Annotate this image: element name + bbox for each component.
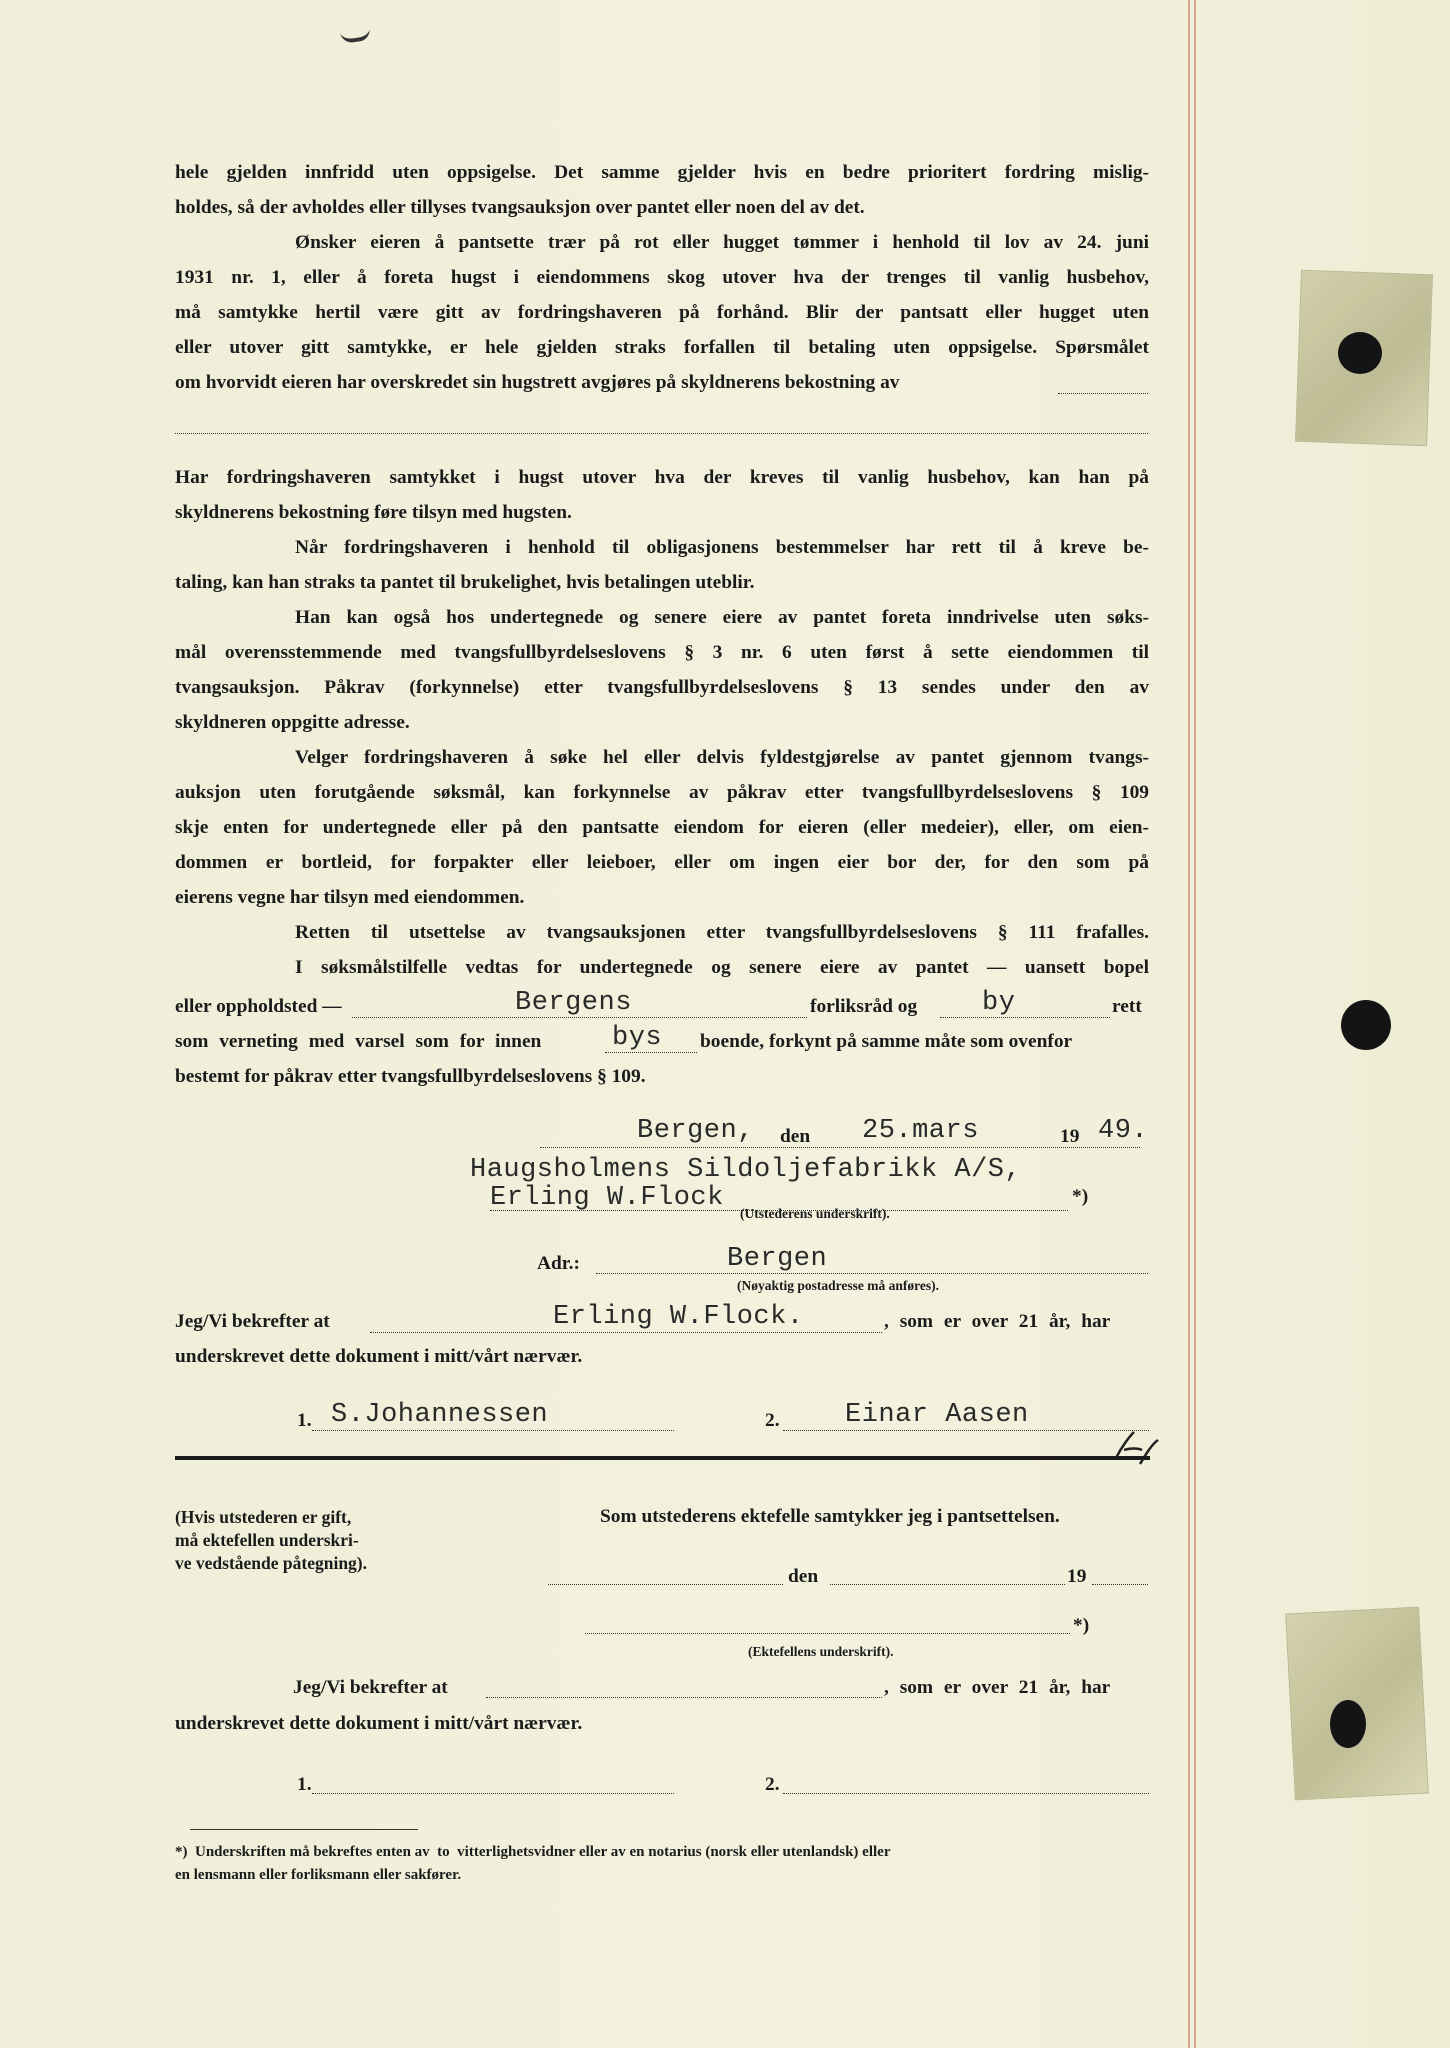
hugst-fill-line bbox=[175, 433, 1148, 434]
date-year-prefix: 19 bbox=[1060, 1126, 1080, 1147]
venue-line2-suffix: boende, forkynt på samme måte som ovenfor bbox=[700, 1031, 1073, 1052]
footnote bbox=[175, 1841, 1150, 1887]
spouse-consent: Som utstederens ektefelle samtykker jeg i pantsettelsen. bbox=[600, 1506, 1060, 1527]
text-line: auksjon uten forutgående søksmål, kan forkynnelse av påkrav etter tvangsfullbyrdelseslovens § 109 bbox=[175, 782, 1149, 803]
text-line: skyldneren oppgitte adresse. bbox=[175, 712, 410, 733]
margin-line-right bbox=[1194, 0, 1196, 2048]
witness1-value: Erling W.Flock. bbox=[553, 1302, 804, 1332]
spouse-den-label: den bbox=[788, 1566, 819, 1587]
venue-prefix: eller oppholdsted — bbox=[175, 996, 342, 1017]
text-line: Han kan også hos undertegnede og senere eiere av pantet foreta inndrivelse uten søks- bbox=[295, 607, 1149, 628]
witness1-fill-line bbox=[370, 1332, 882, 1333]
witness2-line2: underskrevet dette dokument i mitt/vårt nærvær. bbox=[175, 1713, 583, 1734]
text-line: Velger fordringshaveren å søke hel eller delvis fyldestgjørelse av pantet gjennom tvangs- bbox=[295, 747, 1149, 768]
punch-hole-middle bbox=[1341, 1000, 1391, 1050]
witness1-prefix: Jeg/Vi bekrefter at bbox=[175, 1311, 330, 1332]
issuer-footnote-marker: *) bbox=[1072, 1186, 1089, 1207]
address-fill-line bbox=[596, 1273, 1148, 1274]
text-line: må samtykke hertil være gitt av fordringshaveren på forhånd. Blir der pantsatt eller hugget uten bbox=[175, 302, 1149, 323]
bys-value: bys bbox=[612, 1023, 663, 1053]
text-line: eller utover gitt samtykke, er hele gjelden straks forfallen til betaling uten oppsigelse. Spørsmålet bbox=[175, 337, 1149, 358]
spouse-year-prefix: 19 bbox=[1067, 1566, 1087, 1587]
text-line: Når fordringshaveren i henhold til obligasjonens bestemmelser har rett til å kreve be- bbox=[295, 537, 1149, 558]
text-line: hele gjelden innfridd uten oppsigelse. Det samme gjelder hvis en bedre prioritert fordring mislig- bbox=[175, 162, 1149, 183]
witness2-name1-line bbox=[312, 1793, 674, 1794]
text-line: holdes, så der avholdes eller tillyses tvangsauksjon over pantet eller noen del av det. bbox=[175, 197, 865, 218]
paragraph-block-1 bbox=[175, 155, 1149, 400]
text-line: Har fordringshaveren samtykket i hugst utover hva der kreves til vanlig husbehov, kan han på bbox=[175, 467, 1149, 488]
footnote-rule bbox=[190, 1829, 418, 1830]
punch-hole-top bbox=[1338, 332, 1382, 374]
footnote-line1: *) Underskriften må bekreftes enten av to vitterlighetsvidner eller av en notarius (norsk eller utenlandsk) eller bbox=[175, 1844, 891, 1860]
spouse-note-line: må ektefellen underskri- bbox=[175, 1530, 359, 1550]
text-line: mål overensstemmende med tvangsfullbyrdelseslovens § 3 nr. 6 uten først å sette eiendommen til bbox=[175, 642, 1149, 663]
witness1-name2: Einar Aasen bbox=[845, 1400, 1029, 1430]
text-line: skje enten for undertegnede eller på den pantsatte eiendom for eieren (eller medeier), eller, om eien- bbox=[175, 817, 1149, 838]
spouse-footnote-marker: *) bbox=[1073, 1615, 1090, 1636]
section-divider bbox=[175, 1456, 1150, 1460]
witness1-name2-line bbox=[783, 1430, 1149, 1431]
court-value: Bergens bbox=[515, 988, 632, 1018]
issuer-company: Haugsholmens Sildoljefabrikk A/S, bbox=[470, 1155, 1022, 1185]
text-line: om hvorvidt eieren har overskredet sin hugstrett avgjøres på skyldnerens bekostning av bbox=[175, 372, 900, 393]
witness1-name1: S.Johannessen bbox=[331, 1400, 549, 1430]
text-line: I søksmålstilfelle vedtas for undertegnede og senere eiere av pantet — uansett bopel bbox=[295, 957, 1149, 978]
witness-initials-mark bbox=[1112, 1428, 1162, 1468]
place-value: by bbox=[982, 988, 1016, 1018]
spouse-signature-line bbox=[585, 1633, 1070, 1634]
paragraph-block-2 bbox=[175, 460, 1149, 985]
text-line: Ønsker eieren å pantsette trær på rot eller hugget tømmer i henhold til lov av 24. juni bbox=[295, 232, 1149, 253]
witness2-suffix: , som er over 21 år, har bbox=[884, 1677, 1111, 1698]
address-value: Bergen bbox=[727, 1244, 828, 1274]
place-fill-line bbox=[940, 1017, 1110, 1018]
witness1-name1-line bbox=[312, 1430, 674, 1431]
witness1-line2: underskrevet dette dokument i mitt/vårt nærvær. bbox=[175, 1346, 583, 1367]
spouse-place-line bbox=[548, 1584, 783, 1585]
spouse-note-line: ve vedstående påtegning). bbox=[175, 1553, 368, 1573]
witness1-suffix: , som er over 21 år, har bbox=[884, 1311, 1111, 1332]
spouse-note bbox=[175, 1506, 367, 1575]
issuer-signer: Erling W.Flock bbox=[490, 1183, 724, 1213]
corner-mark bbox=[339, 20, 371, 44]
witness1-num2: 2. bbox=[765, 1410, 780, 1431]
witness2-prefix: Jeg/Vi bekrefter at bbox=[293, 1677, 448, 1698]
spouse-date-line bbox=[830, 1584, 1065, 1585]
text-line: eierens vegne har tilsyn med eiendommen. bbox=[175, 887, 525, 908]
dateline-fill-line bbox=[540, 1147, 1140, 1148]
text-line: taling, kan han straks ta pantet til brukelighet, hvis betalingen uteblir. bbox=[175, 572, 755, 593]
text-line: 1931 nr. 1, eller å foreta hugst i eiendommens skog utover hva der trenges til vanlig husbehov, bbox=[175, 267, 1149, 288]
venue-suffix: rett bbox=[1112, 996, 1142, 1017]
hugst-fill-line-end bbox=[1058, 393, 1148, 394]
punch-hole-bottom bbox=[1330, 1700, 1366, 1748]
venue-line3: bestemt for påkrav etter tvangsfullbyrdelseslovens § 109. bbox=[175, 1066, 646, 1087]
spouse-note-line: (Hvis utstederen er gift, bbox=[175, 1507, 352, 1527]
venue-mid: forliksråd og bbox=[810, 996, 918, 1017]
address-caption: (Nøyaktig postadresse må anføres). bbox=[737, 1278, 939, 1293]
address-label: Adr.: bbox=[537, 1253, 580, 1274]
witness2-fill-line bbox=[486, 1697, 882, 1698]
text-line: Retten til utsettelse av tvangsauksjonen etter tvangsfullbyrdelseslovens § 111 frafalles. bbox=[295, 922, 1149, 943]
margin-line-left bbox=[1188, 0, 1190, 2048]
spouse-caption: (Ektefellens underskrift). bbox=[748, 1644, 894, 1659]
text-line: tvangsauksjon. Påkrav (forkynnelse) etter tvangsfullbyrdelseslovens § 13 sendes under den av bbox=[175, 677, 1149, 698]
witness2-name2-line bbox=[783, 1793, 1149, 1794]
date-value: 25.mars bbox=[862, 1116, 979, 1146]
witness2-num2: 2. bbox=[765, 1774, 780, 1795]
venue-line2-prefix: som verneting med varsel som for innen bbox=[175, 1031, 542, 1052]
witness2-num1: 1. bbox=[297, 1774, 312, 1795]
witness1-num1: 1. bbox=[297, 1410, 312, 1431]
date-den-label: den bbox=[780, 1126, 811, 1147]
date-year: 49. bbox=[1098, 1116, 1149, 1146]
footnote-line2: en lensmann eller forliksmann eller sakfører. bbox=[175, 1867, 462, 1883]
text-line: dommen er bortleid, for forpakter eller leieboer, eller om ingen eier bor der, for den som på bbox=[175, 852, 1149, 873]
spouse-year-line bbox=[1092, 1584, 1148, 1585]
date-place: Bergen, bbox=[637, 1116, 754, 1146]
text-line: skyldnerens bekostning føre tilsyn med hugsten. bbox=[175, 502, 572, 523]
issuer-caption: (Utstederens underskrift). bbox=[740, 1206, 890, 1221]
